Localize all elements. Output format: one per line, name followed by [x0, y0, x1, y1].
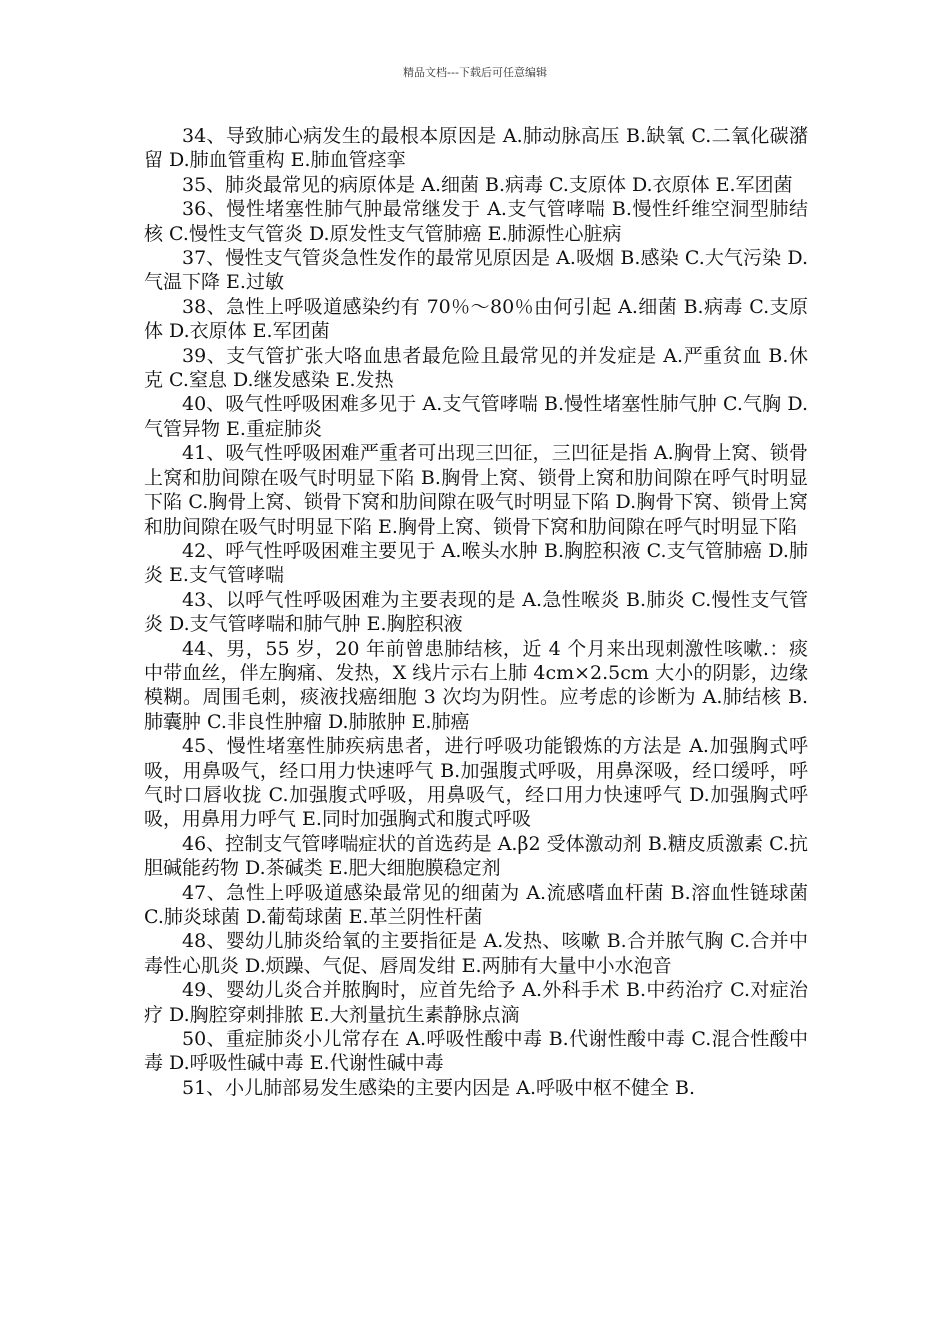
question-42: 42、呼气性呼吸困难主要见于 A.喉头水肿 B.胸腔积液 C.支气管肺癌 D.肺炎 E.支气管哮喘	[144, 539, 808, 587]
question-41: 41、吸气性呼吸困难严重者可出现三凹征，三凹征是指 A.胸骨上窝、锁骨上窝和肋间隙在吸气时明显下陷 B.胸骨上窝、锁骨上窝和肋间隙在呼气时明显下陷 C.胸骨上窝、锁骨下窝和肋间隙在吸气时明显下陷 D.胸骨下窝、锁骨上窝和肋间隙在吸气时明显下陷 E.胸骨上窝、锁骨下窝和肋间隙在呼气时明显下陷	[144, 442, 808, 538]
page-header: 精品文档---下载后可任意编辑	[403, 66, 547, 79]
question-list	[144, 124, 808, 1100]
question-37: 37、慢性支气管炎急性发作的最常见原因是 A.吸烟 B.感染 C.大气污染 D.气温下降 E.过敏	[144, 247, 808, 294]
question-39: 39、支气管扩张大咯血患者最危险且最常见的并发症是 A.严重贫血 B.休克 C.窒息 D.继发感染 E.发热	[144, 344, 808, 392]
question-35: 35、肺炎最常见的病原体是 A.细菌 B.病毒 C.支原体 D.衣原体 E.军团菌	[182, 173, 793, 196]
question-50: 50、重症肺炎小儿常存在 A.呼吸性酸中毒 B.代谢性酸中毒 C.混合性酸中毒 D.呼吸性碱中毒 E.代谢性碱中毒	[144, 1028, 808, 1075]
question-49: 49、婴幼儿炎合并脓胸时，应首先给予 A.外科手术 B.中药治疗 C.对症治疗 D.胸腔穿刺排脓 E.大剂量抗生素静脉点滴	[144, 979, 808, 1026]
question-40: 40、吸气性呼吸困难多见于 A.支气管哮喘 B.慢性堵塞性肺气肿 C.气胸 D.气管异物 E.重症肺炎	[144, 393, 808, 440]
question-43: 43、以呼气性呼吸困难为主要表现的是 A.急性喉炎 B.肺炎 C.慢性支气管炎 D.支气管哮喘和肺气肿 E.胸腔积液	[144, 588, 808, 636]
question-47: 47、急性上呼吸道感染最常见的细菌为 A.流感嗜血杆菌 B.溶血性链球菌 C.肺炎球菌 D.葡萄球菌 E.革兰阴性杆菌	[144, 881, 808, 928]
question-45: 45、慢性堵塞性肺疾病患者，进行呼吸功能锻炼的方法是 A.加强胸式呼吸，用鼻吸气，经口用力快速呼气 B.加强腹式呼吸，用鼻深吸，经口缓呼，呼气时口唇收拢 C.加强腹式呼吸，用鼻吸气，经口用力快速呼气 D.加强胸式呼吸，用鼻用力呼气 E.同时加强胸式和腹式呼吸	[144, 735, 808, 831]
question-44: 44、男，55 岁，20 年前曾患肺结核，近 4 个月来出现刺激性咳嗽.：痰中带血丝，伴左胸痛、发热，X 线片示右上肺 4cm×2.5cm 大小的阴影，边缘模糊。周围毛刺，痰液找癌细胞 3 次均为阴性。应考虑的诊断为 A.肺结核 B.肺囊肿 C.非良性肿瘤 D.肺脓肿 E.肺癌	[144, 637, 808, 733]
question-34: 34、导致肺心病发生的最根本原因是 A.肺动脉高压 B.缺氧 C.二氧化碳潴留 D.肺血管重构 E.肺血管痉挛	[144, 125, 808, 172]
question-36: 36、慢性堵塞性肺气肿最常继发于 A.支气管哮喘 B.慢性纤维空洞型肺结核 C.慢性支气管炎 D.原发性支气管肺癌 E.肺源性心脏病	[144, 198, 808, 245]
question-48: 48、婴幼儿肺炎给氧的主要指征是 A.发热、咳嗽 B.合并脓气胸 C.合并中毒性心肌炎 D.烦躁、气促、唇周发绀 E.两肺有大量中小水泡音	[144, 930, 808, 977]
question-38: 38、急性上呼吸道感染约有 70％～80％由何引起 A.细菌 B.病毒 C.支原体 D.衣原体 E.军团菌	[144, 295, 808, 343]
question-51: 51、小儿肺部易发生感染的主要内因是 A.呼吸中枢不健全 B.	[182, 1076, 696, 1099]
question-46: 46、控制支气管哮喘症状的首选药是 A.β2 受体激动剂 B.糖皮质激素 C.抗胆碱能药物 D.茶碱类 E.肥大细胞膜稳定剂	[144, 832, 808, 880]
